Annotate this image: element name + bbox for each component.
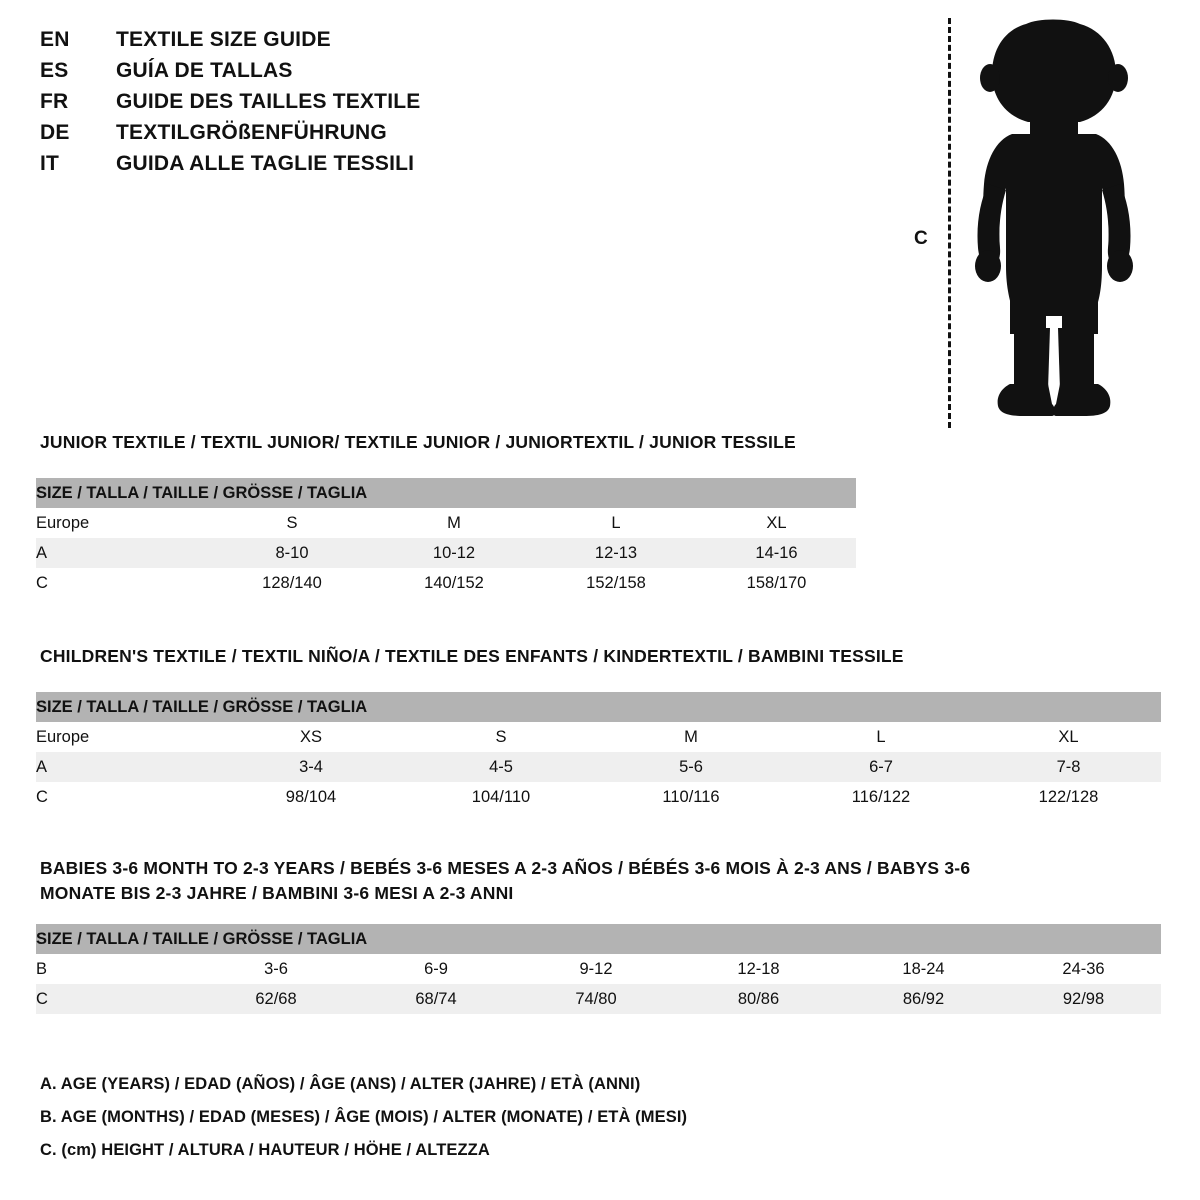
language-title: GUIDA ALLE TAGLIE TESSILI [116, 152, 415, 175]
language-title: TEXTILGRÖßENFÜHRUNG [116, 121, 387, 144]
row-value: 86/92 [841, 984, 1006, 1014]
row-value: 98/104 [216, 782, 406, 812]
language-row [40, 152, 600, 183]
language-row [40, 90, 600, 121]
row-value: 128/140 [211, 568, 373, 598]
language-code: IT [40, 152, 60, 175]
table-header-label: SIZE / TALLA / TAILLE / GRÖSSE / TAGLIA [36, 478, 856, 508]
table-header-row [36, 924, 1161, 954]
row-value: 110/116 [596, 782, 786, 812]
table-header-label: SIZE / TALLA / TAILLE / GRÖSSE / TAGLIA [36, 692, 1161, 722]
section-heading-junior: JUNIOR TEXTILE / TEXTIL JUNIOR/ TEXTILE JUNIOR / JUNIORTEXTIL / JUNIOR TESSILE [40, 432, 796, 452]
row-value: 92/98 [1006, 984, 1161, 1014]
size-col-header: M [596, 722, 786, 752]
table-row [36, 782, 1161, 812]
toddler-silhouette-icon [952, 16, 1152, 426]
table-row [36, 954, 1161, 984]
row-value: 9-12 [516, 954, 676, 984]
row-key: C [36, 782, 216, 812]
footnote-a: A. AGE (YEARS) / EDAD (AÑOS) / ÂGE (ANS) / ALTER (JAHRE) / ETÀ (ANNI) [40, 1075, 641, 1093]
row-key: A [36, 538, 211, 568]
measure-label-c: C [914, 228, 928, 249]
section-heading-babies: BABIES 3-6 MONTH TO 2-3 YEARS / BEBÉS 3-6 MESES A 2-3 AÑOS / BÉBÉS 3-6 MOIS À 2-3 ANS / BABYS 3-6 MONATE BIS 2-3 JAHRE / BAMBINI 3-6 MESI A 2-3 ANNI [40, 858, 971, 903]
row-value: 24-36 [1006, 954, 1161, 984]
row-value: 12-18 [676, 954, 841, 984]
table-row [36, 722, 1161, 752]
footnote-b: B. AGE (MONTHS) / EDAD (MESES) / ÂGE (MOIS) / ALTER (MONATE) / ETÀ (MESI) [40, 1108, 688, 1126]
language-title: GUÍA DE TALLAS [116, 59, 293, 82]
row-value: 158/170 [697, 568, 856, 598]
row-value: 152/158 [535, 568, 697, 598]
size-col-header: XL [697, 508, 856, 538]
size-col-header: S [406, 722, 596, 752]
row-value: 122/128 [976, 782, 1161, 812]
table-header-row [36, 692, 1161, 722]
junior-size-table [36, 478, 856, 598]
row-value: 7-8 [976, 752, 1161, 782]
size-col-header: L [786, 722, 976, 752]
row-value: 4-5 [406, 752, 596, 782]
language-row [40, 28, 600, 59]
row-value: 68/74 [356, 984, 516, 1014]
row-value: 3-6 [196, 954, 356, 984]
row-key: A [36, 752, 216, 782]
table-header-label: SIZE / TALLA / TAILLE / GRÖSSE / TAGLIA [36, 924, 1161, 954]
row-value: 5-6 [596, 752, 786, 782]
babies-size-table [36, 924, 1161, 1014]
footnotes-block [40, 1068, 940, 1167]
row-value: 74/80 [516, 984, 676, 1014]
row-value: 3-4 [216, 752, 406, 782]
language-code: EN [40, 28, 70, 51]
row-value: 14-16 [697, 538, 856, 568]
table-header-row [36, 478, 856, 508]
size-col-header: L [535, 508, 697, 538]
table-row [36, 752, 1161, 782]
row-value: 80/86 [676, 984, 841, 1014]
language-row [40, 59, 600, 90]
size-col-header: XL [976, 722, 1161, 752]
language-title-block [40, 28, 600, 183]
language-title: TEXTILE SIZE GUIDE [116, 28, 331, 51]
row-key: C [36, 984, 196, 1014]
row-value: 12-13 [535, 538, 697, 568]
row-key: B [36, 954, 196, 984]
row-value: 116/122 [786, 782, 976, 812]
row-value: 140/152 [373, 568, 535, 598]
row-key: C [36, 568, 211, 598]
language-code: FR [40, 90, 69, 113]
language-code: DE [40, 121, 70, 144]
height-measure-figure [900, 10, 1160, 430]
language-row [40, 121, 600, 152]
row-value: 104/110 [406, 782, 596, 812]
section-heading-children: CHILDREN'S TEXTILE / TEXTIL NIÑO/A / TEXTILE DES ENFANTS / KINDERTEXTIL / BAMBINI TESSILE [40, 646, 904, 666]
language-code: ES [40, 59, 69, 82]
footnote-c: C. (cm) HEIGHT / ALTURA / HAUTEUR / HÖHE / ALTEZZA [40, 1141, 490, 1159]
region-label: Europe [36, 722, 216, 752]
row-value: 18-24 [841, 954, 1006, 984]
table-row [36, 568, 856, 598]
row-value: 8-10 [211, 538, 373, 568]
row-value: 6-7 [786, 752, 976, 782]
table-row [36, 508, 856, 538]
row-value: 6-9 [356, 954, 516, 984]
region-label: Europe [36, 508, 211, 538]
size-col-header: M [373, 508, 535, 538]
row-value: 62/68 [196, 984, 356, 1014]
size-col-header: XS [216, 722, 406, 752]
size-col-header: S [211, 508, 373, 538]
language-title: GUIDE DES TAILLES TEXTILE [116, 90, 421, 113]
table-row [36, 984, 1161, 1014]
children-size-table [36, 692, 1161, 812]
measure-dashed-line [948, 18, 951, 428]
table-row [36, 538, 856, 568]
row-value: 10-12 [373, 538, 535, 568]
